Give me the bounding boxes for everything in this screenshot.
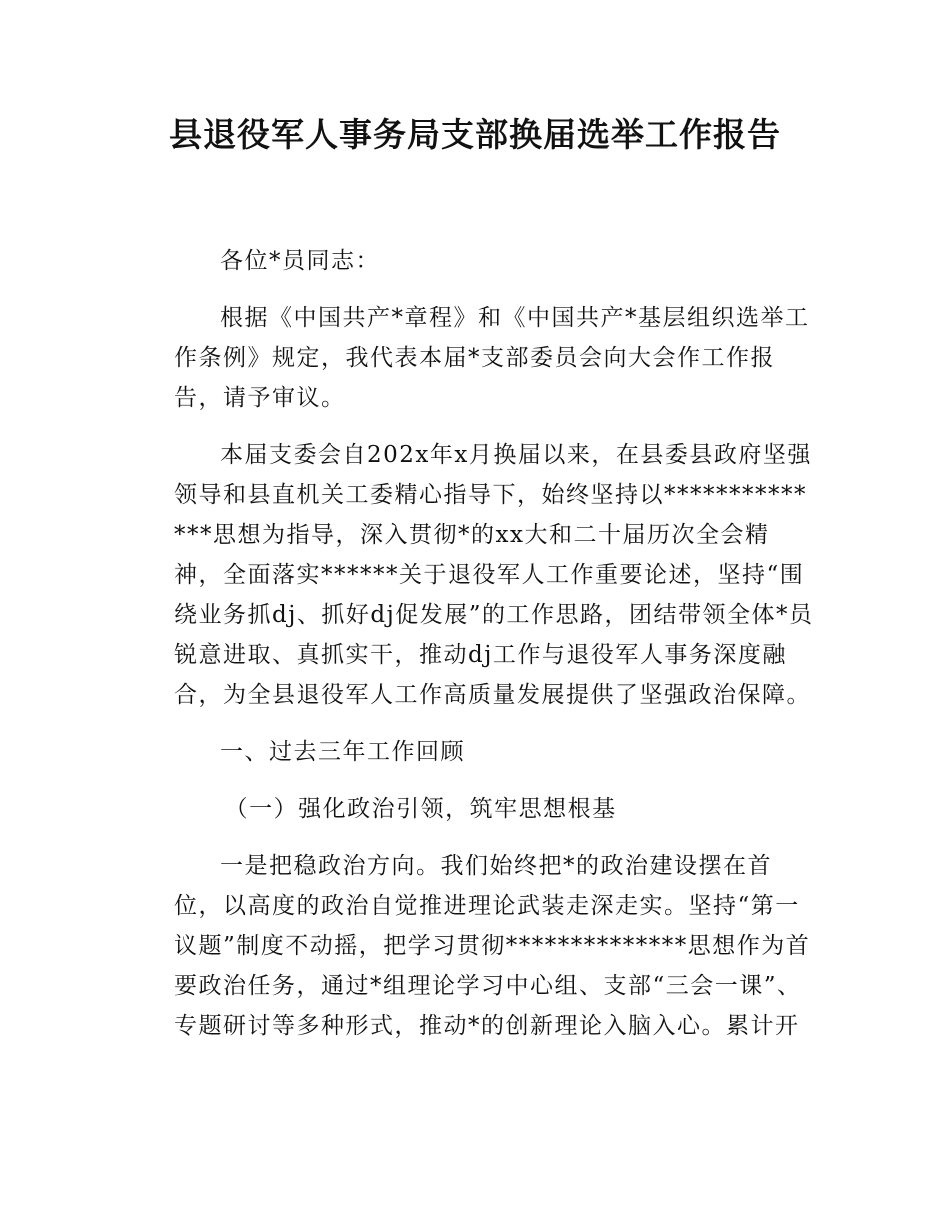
document-body [174, 241, 814, 1063]
summary-paragraph: 本届支委会自202x年x月换届以来，在县委县政府坚强领导和县直机关工委精心指导下，始终坚持以**************思想为指导，深入贯彻*的xx大和二十届历次全会精神，全面落实******关于退役军人工作重要论述，坚持“围绕业务抓dj、抓好dj促发展”的工作思路，团结带领全体*员锐意进取、真抓实干，推动dj工作与退役军人事务深度融合，为全县退役军人工作高质量发展提供了坚强政治保障。 [174, 442, 814, 708]
body-paragraph: 一是把稳政治方向。我们始终把*的政治建设摆在首位，以高度的政治自觉推进理论武装走深走实。坚持“第一议题”制度不动摇，把学习贯彻**************思想作为首要政治任务，通过*组理论学习中心组、支部“三会一课”、专题研讨等多种形式，推动*的创新理论入脑入心。累计开 [174, 853, 811, 1039]
section-heading: 一、过去三年工作回顾 [220, 739, 465, 765]
intro-paragraph: 根据《中国共产*章程》和《中国共产*基层组织选举工作条例》规定，我代表本届*支部委员会向大会作工作报告，请予审议。 [174, 305, 810, 411]
subsection-heading: （一）强化政治引领，筑牢思想根基 [224, 796, 617, 822]
salutation: 各位*员同志： [220, 248, 380, 274]
document-title: 县退役军人事务局支部换届选举工作报告 [169, 115, 781, 154]
